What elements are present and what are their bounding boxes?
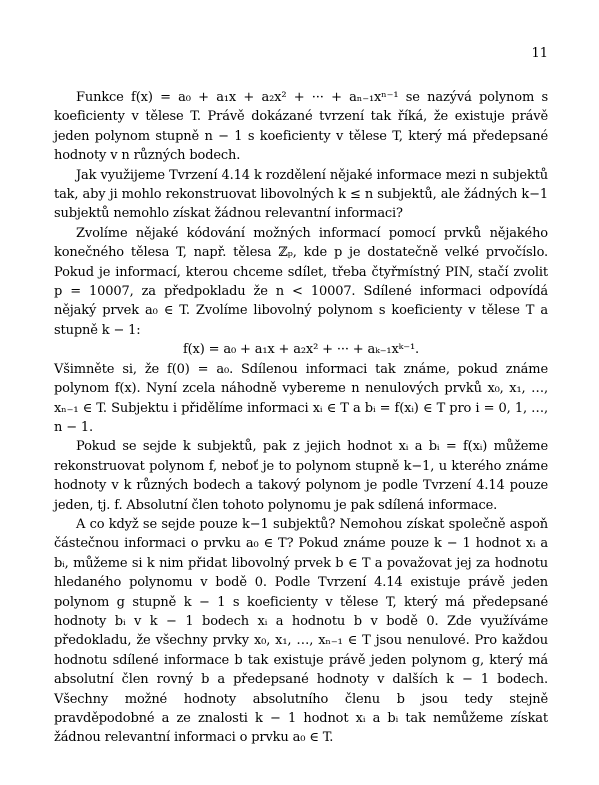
paragraph-question: Jak využijeme Tvrzení 4.14 k rozdělení nějaké informace mezi n subjektů tak, aby ji mohlo rekonstruovat libovolných k ≤ n subjektů, ale žádných k−1 subjektů nemohlo získat žádnou relevantní informaci? [54, 167, 548, 222]
paragraph-security: A co když se sejde pouze k−1 subjektů? Nemohou získat společně aspoň částečnou informaci o prvku a₀ ∈ T? Pokud známe pouze k − 1 hodnot xᵢ a bᵢ, můžeme si k nim přidat libovolný prvek b ∈ T a považovat jej za hodnotu hledaného polynomu v bodě 0. Podle Tvrzení 4.14 existuje právě jeden polynom g stupně k − 1 s koeficienty v tělese T, který má předepsané hodnoty bᵢ v k − 1 bodech xᵢ a hodnotu b v bodě 0. Zde využíváme předokladu, že všechny prvky x₀, x₁, …, xₙ₋₁ ∈ T jsou nenulové. Pro každou hodnotu sdílené informace b tak existuje právě jeden polynom g, který má absolutní člen rovný b a předepsané hodnoty v dalších k − 1 bodech. Všechny možné hodnoty absolutního členu b jsou tedy stejně pravděpodobné a ze znalosti k − 1 hodnot xᵢ a bᵢ tak nemůžeme získat žádnou relevantní informaci o prvku a₀ ∈ T. [54, 516, 548, 746]
paragraph-shares: Všimněte si, že f(0) = a₀. Sdílenou informaci tak známe, pokud známe polynom f(x). Nyní zcela náhodně vybereme n nenulových prvků x₀, x₁, …, xₙ₋₁ ∈ T. Subjektu i přidělíme informaci xᵢ ∈ T a bᵢ = f(xᵢ) ∈ T pro i = 0, 1, …, n − 1. [54, 361, 548, 435]
paragraph-encoding: Zvolíme nějaké kódování možných informací pomocí prvků nějakého konečného tělesa T, např. tělesa ℤₚ, kde p je dostatečně velké prvočíslo. Pokud je informací, kterou chceme sdílet, třeba čtyřmístný PIN, stačí zvolit p = 10007, za předpokladu že n < 10007. Sdílené informaci odpovídá nějaký prvek a₀ ∈ T. Zvolíme libovolný polynom s koeficienty v tělese T a stupně k − 1: [54, 225, 548, 338]
page-number: 11 [531, 46, 548, 61]
paragraph-polynomial-definition: Funkce f(x) = a₀ + a₁x + a₂x² + ··· + aₙ₋₁xⁿ⁻¹ se nazývá polynom s koeficienty v tělese T. Právě dokázané tvrzení tak říká, že existuje právě jeden polynom stupně n − 1 s koeficienty v tělese T, který má předepsané hodnoty v n různých bodech. [54, 90, 548, 164]
formula-polynomial: f(x) = a₀ + a₁x + a₂x² + ··· + aₖ₋₁xᵏ⁻¹. [182, 342, 420, 358]
body-text [54, 88, 548, 748]
paragraph-reconstruction: Pokud se sejde k subjektů, pak z jejich hodnot xᵢ a bᵢ = f(xᵢ) můžeme rekonstruovat polynom f, neboť je to polynom stupně k−1, u kterého známe hodnoty v k různých bodech a takový polynom je podle Tvrzení 4.14 pouze jeden, tj. f. Absolutní člen tohoto polynomu je pak sdílená informace. [54, 439, 548, 513]
